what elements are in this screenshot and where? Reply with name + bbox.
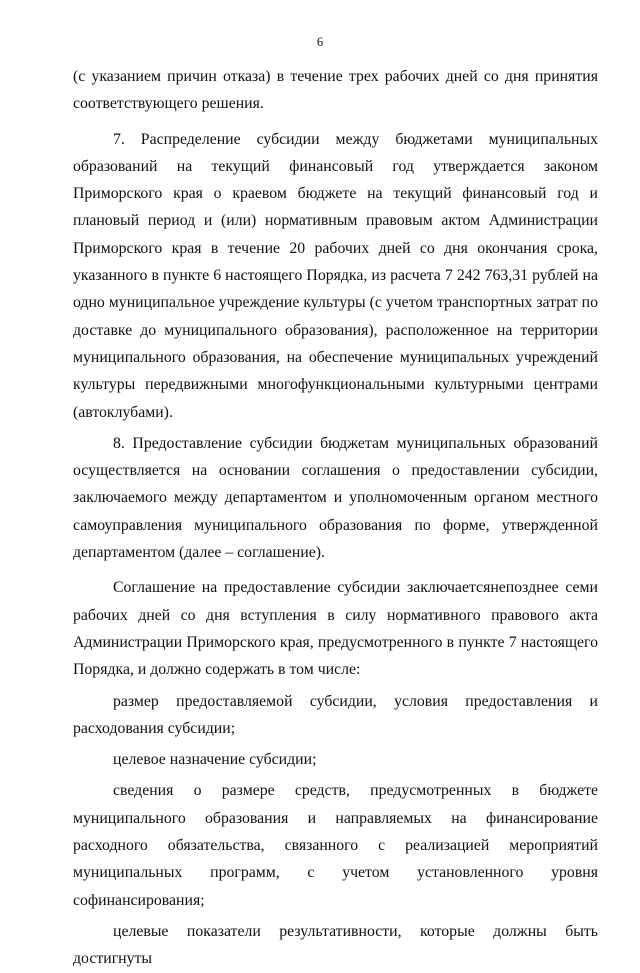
paragraph-performance-targets: целевые показатели результативности, которые должны быть достигнуты — [73, 922, 598, 968]
paragraph-budget-funds: сведения о размере средств, предусмотренных в бюджете муниципального образования и направляемых на финансирование расходного обязательства, связанного с реализацией мероприятий муниципальных программ, с учетом установленного уровня софинансирования; — [73, 782, 598, 909]
page-number: 6 — [316, 35, 324, 49]
document-body — [73, 63, 598, 973]
paragraph-agreement-terms: Соглашение на предоставление субсидии заключаетсянепозднее семи рабочих дней со дня вступления в силу нормативного правового акта Администрации Приморского края, предусмотренного в пункте 7 настоящего Порядка, и должно содержать в том числе: — [73, 579, 598, 679]
paragraph-subsidy-purpose: целевое назначение субсидии; — [113, 751, 317, 769]
paragraph-item-7-distribution: 7. Распределение субсидии между бюджетами муниципальных образований на текущий финансовый год утверждается законом Приморского края о краевом бюджете на текущий финансовый год и плановый период и (или) нормативным правовым актом Администрации Приморского края в течение 20 рабочих дней со дня окончания срока, указанного в пункте 6 настоящего Порядка, из расчета 7 242 763,31 рублей на одно муниципальное учреждение культуры (с учетом транспортных затрат по доставке до муниципального образования), расположенное на территории муниципального образования, на обеспечение муниципальных учреждений культуры передвижными многофункциональными культурными центрами (автоклубами). — [73, 130, 598, 421]
paragraph-subsidy-amount: размер предоставляемой субсидии, условия предоставления и расходования субсидии; — [73, 692, 598, 737]
paragraph-item-8-provision: 8. Предоставление субсидии бюджетам муниципальных образований осуществляется на основании соглашения о предоставлении субсидии, заключаемого между департаментом и уполномоченным органом местного самоуправления муниципального образования по форме, утвержденной департаментом (далее – соглашение). — [73, 434, 598, 562]
paragraph-refusal-reasons: (с указанием причин отказа) в течение трех рабочих дней со дня принятия соответствующего решения. — [73, 68, 598, 113]
